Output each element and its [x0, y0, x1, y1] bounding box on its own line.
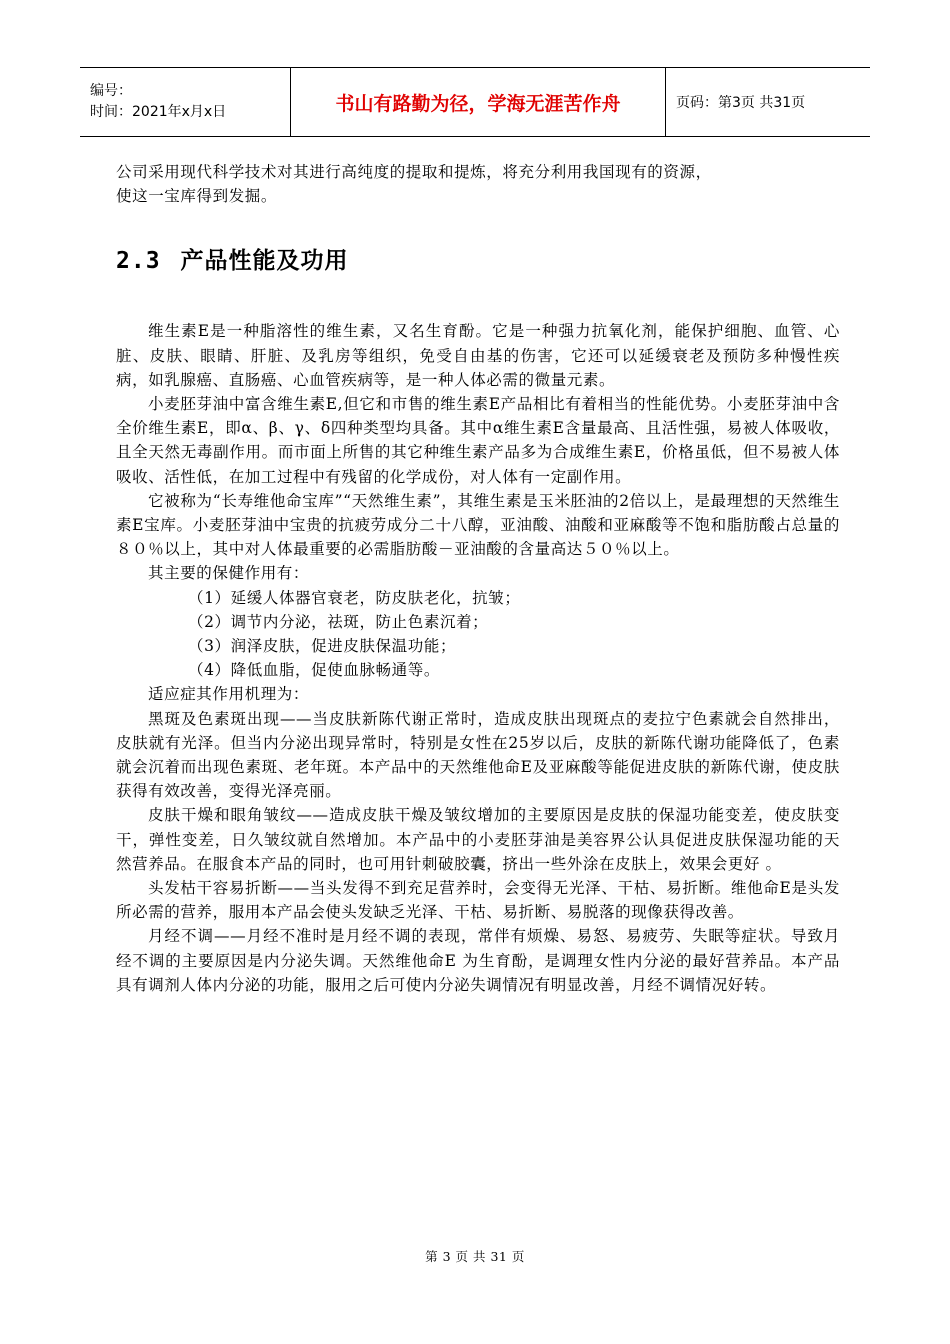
mechanism-intro: 适应症其作用机理为： — [148, 685, 310, 704]
mechanism-paragraph: 头发枯干容易折断——当头发得不到充足营养时，会变得无光泽、干枯、易折断。维他命E是头发所必需的营养，服用本产品会使头发缺乏光泽、干枯、易折断、易脱落的现像获得改善。 — [116, 879, 840, 922]
motto-text: 书山有路勤为径，学海无涯苦作舟 — [335, 92, 621, 115]
function-item: （2）调节内分泌，祛斑，防止色素沉着； — [188, 612, 489, 631]
document-body — [116, 160, 840, 997]
page-footer — [0, 1247, 950, 1265]
intro-line: 使这一宝库得到发掘。 — [116, 187, 278, 206]
paragraph: 维生素E是一种脂溶性的维生素，又名生育酚。它是一种强力抗氧化剂，能保护细胞、血管、心脏、皮肤、眼睛、肝脏、及乳房等组织，免受自由基的伤害，它还可以延缓衰老及预防多种慢性疾病，如乳腺癌、直肠癌、心血管疾病等，是一种人体必需的微量元素。 — [116, 322, 840, 389]
document-number-label: 编号： — [90, 83, 132, 99]
document-date: 时间：2021年x月x日 — [90, 104, 227, 120]
header-page-info — [666, 68, 870, 136]
mechanism-paragraph: 黑斑及色素斑出现——当皮肤新陈代谢正常时，造成皮肤出现斑点的麦拉宁色素就会自然排出，皮肤就有光泽。但当内分泌出现异常时，特别是女性在25岁以后，皮肤的新陈代谢功能降低了，色素就会沉着而出现色素斑、老年斑。本产品中的天然维他命E及亚麻酸等能促进皮肤的新陈代谢，使皮肤获得有效改善，变得光泽亮丽。 — [116, 709, 840, 801]
section-heading — [116, 242, 840, 275]
intro-line: 公司采用现代科学技术对其进行高纯度的提取和提炼，将充分利用我国现有的资源， — [116, 163, 712, 181]
section-title: 产品性能及功用 — [180, 248, 349, 275]
function-item: （1）延缓人体器官衰老，防皮肤老化，抗皱； — [188, 588, 521, 607]
mechanism-paragraph: 皮肤干燥和眼角皱纹——造成皮肤干燥及皱纹增加的主要原因是皮肤的保湿功能变差，使皮肤变干，弹性变差，日久皱纹就自然增加。本产品中的小麦胚芽油是美容界公认具促进皮肤保湿功能的天然营养品。在服食本产品的同时，也可用针刺破胶囊，挤出一些外涂在皮肤上，效果会更好 。 — [116, 806, 840, 873]
page-header — [80, 67, 870, 137]
mechanism-paragraph: 月经不调——月经不准时是月经不调的表现，常伴有烦燥、易怒、易疲劳、失眠等症状。导致月经不调的主要原因是内分泌失调。天然维他命E 为生育酚，是调理女性内分泌的最好营养品。本产品具有调剂人体内分泌的功能，服用之后可使内分泌失调情况有明显改善，月经不调情况好转。 — [116, 927, 840, 994]
header-page-label: 页码：第3页 共31页 — [676, 95, 806, 111]
header-meta — [80, 68, 290, 136]
paragraph: 其主要的保健作用有： — [148, 564, 310, 583]
header-motto — [290, 68, 666, 136]
function-item: （3）润泽皮肤，促进皮肤保温功能； — [188, 637, 457, 656]
section-number: 2.3 — [116, 248, 161, 275]
footer-page-number: 第 3 页 共 31 页 — [425, 1249, 525, 1264]
function-item: （4）降低血脂，促使血脉畅通等。 — [188, 661, 440, 680]
paragraph: 小麦胚芽油中富含维生素E,但它和市售的维生素E产品相比有着相当的性能优势。小麦胚芽油中含全价维生素E，即α、β、γ、δ四种类型均具备。其中α维生素E含量最高、且活性强，易被人体吸收，且全天然无毒副作用。而市面上所售的其它种维生素产品多为合成维生素E，价格虽低，但不易被人体吸收、活性低，在加工过程中有残留的化学成份，对人体有一定副作用。 — [116, 395, 840, 486]
paragraph: 它被称为“长寿维他命宝库”“天然维生素”，其维生素是玉米胚油的2倍以上，是最理想的天然维生素E宝库。小麦胚芽油中宝贵的抗疲劳成分二十八醇，亚油酸、油酸和亚麻酸等不饱和脂肪酸占总量的８０％以上，其中对人体最重要的必需脂肪酸－亚油酸的含量高达５０％以上。 — [116, 491, 840, 559]
